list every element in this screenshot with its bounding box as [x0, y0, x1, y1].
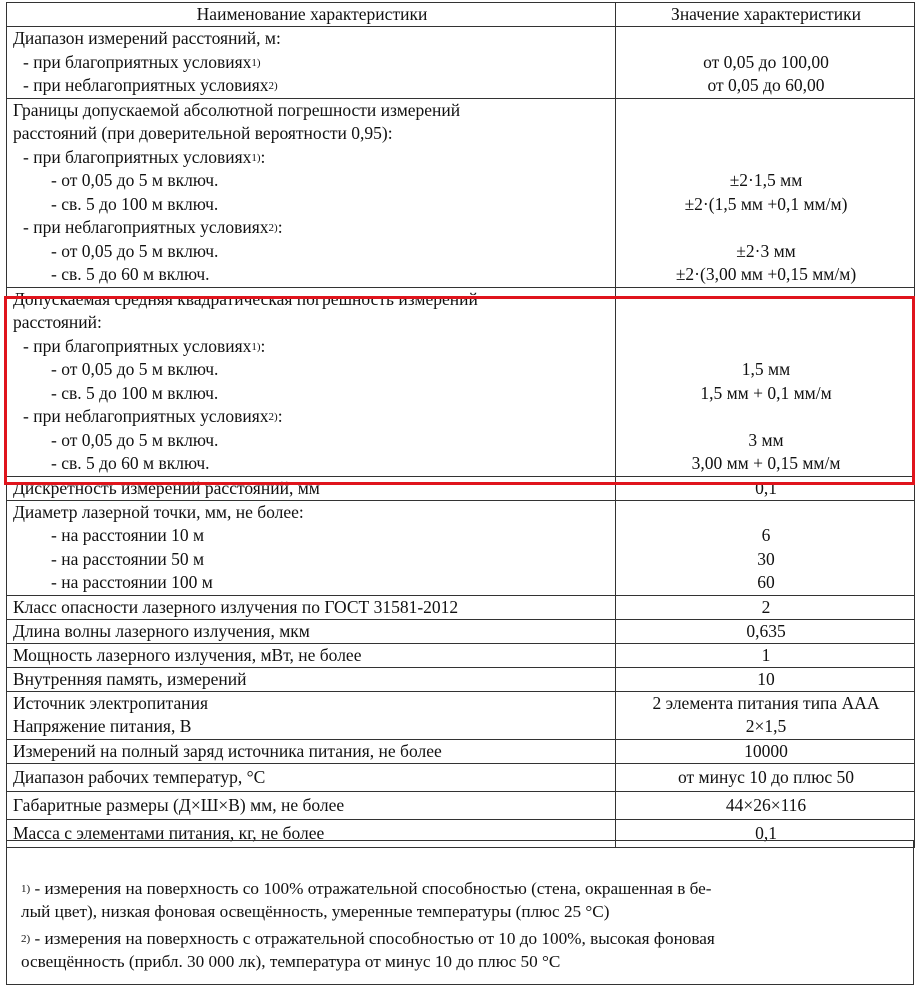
- header-characteristic-name: Наименование характеристики: [7, 3, 616, 27]
- row-label-line: Диапазон измерений расстояний, м:: [13, 28, 281, 48]
- row-label: [7, 500, 616, 595]
- row-value: 2: [616, 595, 915, 619]
- row-label: Внутренняя память, измерений: [7, 667, 616, 691]
- row-label-line: - св. 5 до 100 м включ.: [51, 193, 219, 214]
- spec-document: [6, 2, 914, 848]
- table-row: [7, 476, 915, 500]
- footnote-2: [21, 927, 911, 973]
- row-label-line: - при неблагоприятных условиях$^{2)}$:: [23, 406, 283, 426]
- row-value-line: ±2·3 мм: [736, 240, 796, 261]
- table-header-row: [7, 3, 915, 27]
- row-label-line: - на расстоянии 50 м: [51, 548, 205, 569]
- footnote-1-text: лый цвет), низкая фоновая освещённость, умеренные температуры (плюс 25 °С): [21, 902, 610, 921]
- row-value: 10000: [616, 739, 915, 763]
- row-value-line: ±2·(1,5 мм +0,1 мм/м): [684, 193, 848, 214]
- row-value: 0,635: [616, 619, 915, 643]
- row-value: [616, 500, 915, 595]
- row-label: Дискретность измерений расстояний, мм: [7, 476, 616, 500]
- footnote-ref: 1): [251, 340, 261, 353]
- footnote-1-text: - измерения на поверхность со 100% отражательной способностью (стена, окрашенная в бе-: [34, 879, 712, 898]
- footnote-ref: 2): [268, 411, 278, 423]
- table-row: [7, 595, 915, 619]
- table-row: [7, 763, 915, 791]
- row-value-line: 1,5 мм: [741, 359, 791, 379]
- row-label-line: - св. 5 до 60 м включ.: [51, 453, 210, 473]
- table-row-highlighted: [7, 287, 915, 476]
- row-label-line: - при благоприятных условиях$^{1)}$:: [23, 335, 266, 356]
- row-value-line: от 0,05 до 100,00: [703, 51, 829, 72]
- row-label-line: - на расстоянии 100 м: [51, 572, 213, 592]
- table-row: [7, 500, 915, 595]
- row-label-line: расстояний:: [13, 312, 102, 332]
- header-characteristic-value: Значение характеристики: [616, 3, 915, 27]
- table-row: [7, 643, 915, 667]
- row-value: [616, 98, 915, 287]
- table-row: [7, 27, 915, 99]
- row-value-line: ±2·(3,00 мм +0,15 мм/м): [675, 264, 857, 284]
- row-label: Класс опасности лазерного излучения по ГОСТ 31581-2012: [7, 595, 616, 619]
- row-value-line: от 0,05 до 60,00: [707, 75, 825, 95]
- row-label: [7, 691, 616, 739]
- row-label: Длина волны лазерного излучения, мкм: [7, 619, 616, 643]
- row-label: Габаритные размеры (Д×Ш×В) мм, не более: [7, 791, 616, 819]
- row-label-line: - при неблагоприятных условиях$^{2)}$: [23, 75, 278, 95]
- row-label-line: Источник электропитания: [13, 692, 208, 713]
- row-label-line: - при благоприятных условиях$^{1)}$:: [23, 146, 266, 167]
- row-label: Диапазон рабочих температур, °С: [7, 763, 616, 791]
- table-row: [7, 791, 915, 819]
- footnote-marker: 2): [21, 933, 31, 945]
- row-value: 0,1: [616, 819, 915, 847]
- row-value: 10: [616, 667, 915, 691]
- row-value: [616, 27, 915, 99]
- row-value: от минус 10 до плюс 50: [616, 763, 915, 791]
- footnote-1: [21, 877, 911, 923]
- row-label-line: - от 0,05 до 5 м включ.: [51, 240, 219, 261]
- footnote-2-text: освещённость (прибл. 30 000 лк), температура от минус 10 до плюс 50 °С: [21, 952, 561, 971]
- row-label-line: - от 0,05 до 5 м включ.: [51, 170, 219, 190]
- row-value-line: 6: [761, 525, 771, 545]
- table-row: [7, 667, 915, 691]
- row-value-line: 1,5 мм + 0,1 мм/м: [700, 382, 832, 403]
- row-label-line: Напряжение питания, В: [13, 716, 192, 736]
- row-label-line: - от 0,05 до 5 м включ.: [51, 359, 219, 379]
- row-label: Мощность лазерного излучения, мВт, не более: [7, 643, 616, 667]
- row-value: 44×26×116: [616, 791, 915, 819]
- row-label-line: - на расстоянии 10 м: [51, 525, 205, 545]
- footnote-ref: 2): [268, 222, 278, 234]
- footnote-2-text: - измерения на поверхность с отражательной способностью от 10 до 100%, высокая фоновая: [34, 929, 715, 948]
- row-label: [7, 98, 616, 287]
- row-label-line: - от 0,05 до 5 м включ.: [51, 429, 219, 450]
- row-label-line: Допускаемая средняя квадратическая погрешность измерений: [13, 288, 478, 309]
- row-label-line: Диаметр лазерной точки, мм, не более:: [13, 501, 304, 522]
- row-value: 0,1: [616, 476, 915, 500]
- footnotes-box: [6, 840, 914, 985]
- row-value: [616, 287, 915, 476]
- row-label-line: Границы допускаемой абсолютной погрешности измерений: [13, 99, 461, 120]
- table-row: [7, 739, 915, 763]
- row-value-line: 3 мм: [748, 429, 784, 450]
- row-label: Масса с элементами питания, кг, не более: [7, 819, 616, 847]
- table-row: [7, 691, 915, 739]
- footnote-marker: 1): [21, 883, 31, 895]
- row-value-line: 60: [757, 572, 775, 592]
- table-row: [7, 619, 915, 643]
- row-value-line: ±2·1,5 мм: [729, 170, 803, 190]
- row-label-line: - при неблагоприятных условиях$^{2)}$:: [23, 217, 283, 237]
- row-value-line: 2 элемента питания типа AAA: [652, 692, 880, 713]
- row-label: [7, 287, 616, 476]
- row-label-line: расстояний (при доверительной вероятности 0,95):: [13, 123, 393, 143]
- row-value: 1: [616, 643, 915, 667]
- row-label: Измерений на полный заряд источника питания, не более: [7, 739, 616, 763]
- spec-table: [6, 2, 915, 848]
- row-value: [616, 691, 915, 739]
- row-label-line: - при благоприятных условиях$^{1)}$: [23, 51, 261, 72]
- row-value-line: 3,00 мм + 0,15 мм/м: [691, 453, 841, 473]
- footnote-ref: 1): [251, 151, 261, 164]
- footnote-ref: 1): [251, 56, 261, 69]
- row-label-line: - св. 5 до 100 м включ.: [51, 382, 219, 403]
- footnote-ref: 2): [268, 80, 278, 92]
- row-label-line: - св. 5 до 60 м включ.: [51, 264, 210, 284]
- row-value-line: 30: [757, 548, 775, 569]
- row-label: [7, 27, 616, 99]
- row-value-line: 2×1,5: [745, 716, 787, 736]
- table-row: [7, 98, 915, 287]
